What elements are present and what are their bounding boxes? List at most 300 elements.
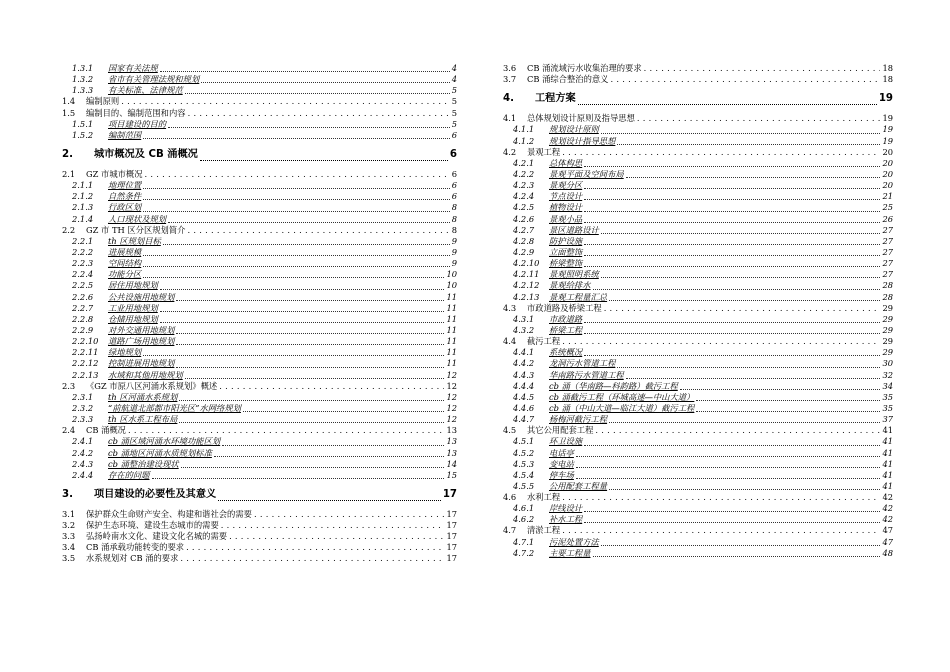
toc-dot-leader [584,222,880,223]
toc-entry-number: 4.4.7 [513,414,535,425]
toc-entry-page: 13 [446,447,457,458]
toc-entry[interactable] [62,414,457,425]
toc-entry-number: 4.7.1 [513,536,535,547]
toc-entry-title: 景观工程量汇总 [549,291,608,302]
toc-entry-title: th 区规划目标 [108,235,161,246]
toc-entry-title: 存在的问题 [108,469,150,480]
toc-entry-title: 立面整饰 [549,246,583,257]
toc-entry[interactable] [503,214,893,225]
toc-entry-title: cb 涌（华南路—科韵路）截污工程 [549,380,678,391]
toc-entry-page: 47 [882,525,893,536]
toc-entry-page: 26 [882,213,893,224]
toc-entry-page: 11 [446,347,457,358]
toc-entry-page: 41 [882,480,893,491]
toc-entry[interactable] [503,347,893,358]
toc-entry-title: 项目建设的目的 [108,118,167,129]
toc-dot-leader [168,127,450,128]
toc-right-column [503,63,893,559]
toc-entry-number: 4.5 [503,425,517,436]
toc-dot-leader [680,389,881,390]
toc-entry[interactable] [503,325,893,336]
toc-entry-title: 总体规划设计原则及指导思想 [527,113,635,124]
toc-entry-title: cb 涌整治建设现状 [108,458,179,469]
toc-entry-title: 变电站 [549,458,574,469]
toc-entry[interactable] [503,392,893,403]
toc-entry[interactable] [62,436,457,447]
toc-entry-title: cb 涌截污工程（环城高速—中山大道） [549,391,695,402]
toc-entry-number: 2.4 [62,425,76,436]
toc-entry-page: 20 [882,157,893,168]
toc-entry-number: 2.1.4 [72,213,94,224]
toc-entry-title: CB 涌综合整治的意义 [527,74,609,85]
toc-entry-number: 4.2.1 [513,157,535,168]
toc-entry[interactable] [62,292,457,303]
toc-entry-title: 弘扬岭南水文化、建设文化名城的需要 [86,531,228,542]
toc-entry-title: 华南路污水管道工程 [549,369,624,380]
toc-entry-number: 1.5.2 [72,129,94,140]
toc-entry-number: 2.1.2 [72,191,94,202]
toc-entry-number: 4.4.5 [513,391,535,402]
toc-entry-page: 29 [882,347,893,358]
toc-entry[interactable] [503,470,893,481]
toc-entry-page: 5 [451,85,457,96]
toc-entry[interactable] [62,314,457,325]
toc-entry-title: 龙洞污水管道工程 [549,358,616,369]
toc-entry[interactable] [62,130,457,141]
toc-entry-title: 规划设计原则 [549,124,599,135]
toc-entry-page: 6 [451,168,457,179]
toc-entry-title: CB 涌概况 [86,425,126,436]
toc-entry[interactable] [503,336,893,347]
toc-entry-page: 12 [446,391,457,402]
toc-entry[interactable] [503,136,893,147]
toc-entry-title: 省市有关管理法规和规划 [108,74,200,85]
toc-entry-title: 工业用地规划 [108,302,158,313]
toc-entry[interactable] [62,236,457,247]
toc-entry-page: 25 [882,202,893,213]
toc-entry-number: 4.6.1 [513,503,535,514]
toc-dot-leader [181,467,445,468]
toc-entry-number: 2.2.5 [72,280,94,291]
toc-entry-number: 3.1 [62,508,76,519]
toc-entry-title: 其它公用配套工程 [527,425,594,436]
toc-dot-leader [576,456,881,457]
toc-entry[interactable] [62,280,457,291]
toc-entry-page: 27 [882,258,893,269]
toc-entry-page: 5 [451,107,457,118]
toc-entry-page: 20 [882,146,893,157]
toc-dot-leader [186,542,444,553]
toc-entry[interactable] [62,180,457,191]
toc-entry[interactable] [503,492,893,503]
toc-entry[interactable] [62,448,457,459]
toc-dot-leader [176,367,444,368]
toc-dot-leader [180,553,444,564]
toc-entry-page: 17 [446,508,457,519]
toc-entry-title: 桥梁工程 [549,324,583,335]
toc-entry-number: 2.2.2 [72,246,94,257]
toc-dot-leader [562,492,880,503]
toc-entry-page: 19 [882,124,893,135]
toc-dot-leader [584,255,880,256]
toc-entry-number: 1.3.2 [72,74,94,85]
toc-entry[interactable] [503,113,893,124]
toc-entry-title: 水系规划对 CB 涌的要求 [86,553,179,564]
toc-entry-number: 2.2.9 [72,324,94,335]
toc-entry-number: 2.1.1 [72,180,94,191]
toc-entry[interactable] [62,303,457,314]
toc-entry-title: 绿地规划 [108,347,142,358]
toc-entry-number: 2.4.4 [72,469,94,480]
toc-entry-number: 4.2.2 [513,168,535,179]
toc-entry-page: 32 [882,369,893,380]
toc-dot-leader [584,511,880,512]
toc-entry-number: 2.1 [62,168,76,179]
toc-entry[interactable] [503,459,893,470]
toc-entry-number: 1.5.1 [72,118,94,129]
toc-entry-page: 8 [451,224,457,235]
toc-entry[interactable] [503,537,893,548]
toc-entry[interactable] [62,553,457,564]
toc-entry[interactable] [62,191,457,202]
toc-entry[interactable] [503,403,893,414]
toc-entry-number: 2.2.11 [72,347,99,358]
toc-entry[interactable] [62,325,457,336]
toc-entry[interactable] [62,85,457,96]
toc-entry[interactable] [62,392,457,403]
toc-entry[interactable] [503,280,893,291]
toc-entry[interactable] [503,314,893,325]
toc-entry[interactable] [62,74,457,85]
toc-entry-number: 4.3 [503,302,517,313]
toc-entry-number: 4.2.13 [513,291,540,302]
toc-entry-number: 4.4.4 [513,380,535,391]
toc-entry[interactable] [503,436,893,447]
toc-entry-number: 4.2.11 [513,269,540,280]
toc-dot-leader [601,545,881,546]
toc-entry[interactable] [503,236,893,247]
toc-entry-page: 41 [882,447,893,458]
toc-dot-leader [584,522,880,523]
toc-entry-page: 35 [882,391,893,402]
toc-entry-title: 项目建设的必要性及其意义 [94,488,217,500]
toc-entry-page: 29 [882,336,893,347]
toc-entry-page: 48 [882,547,893,558]
toc-entry-page: 30 [882,358,893,369]
toc-entry[interactable] [62,269,457,280]
toc-dot-leader [593,289,881,290]
toc-entry[interactable] [62,225,457,236]
toc-dot-leader [584,333,880,334]
toc-dot-leader [121,96,450,107]
toc-entry-title: 道路广场用地规划 [108,336,175,347]
toc-entry-page: 4 [451,74,457,85]
toc-entry-title: 补水工程 [549,514,583,525]
toc-dot-leader [601,233,881,234]
toc-entry[interactable] [62,146,457,163]
toc-entry-page: 14 [446,458,457,469]
toc-entry-title: 景观平面及空间布局 [549,168,624,179]
toc-entry-number: 1.4 [62,96,76,107]
toc-dot-leader [176,300,444,301]
toc-entry-page: 5 [451,118,457,129]
toc-entry-title: 景观分区 [549,180,583,191]
toc-entry-page: 41 [882,458,893,469]
toc-entry-number: 2.3.2 [72,402,94,413]
toc-entry[interactable] [503,448,893,459]
toc-entry-number: 2.2.1 [72,235,94,246]
toc-entry-title: 公共设施用地规划 [108,291,175,302]
toc-dot-leader [221,520,445,531]
toc-entry-title: 功能分区 [108,269,142,280]
toc-entry-number: 2. [62,148,73,160]
toc-entry-page: 27 [882,235,893,246]
toc-entry[interactable] [62,96,457,107]
toc-entry-title: 城市概况及 CB 涌概况 [94,148,198,160]
toc-entry[interactable] [62,542,457,553]
toc-entry-title: 编制范围 [108,129,142,140]
toc-entry[interactable] [503,370,893,381]
toc-entry-number: 3.6 [503,63,517,73]
toc-entry-number: 2.2.13 [72,369,99,380]
toc-entry[interactable] [62,470,457,481]
toc-dot-leader [584,244,880,245]
toc-entry[interactable] [503,481,893,492]
toc-entry-number: 2.3.3 [72,414,94,425]
toc-entry[interactable] [503,225,893,236]
toc-entry[interactable] [503,74,893,85]
toc-entry-page: 27 [882,269,893,280]
toc-entry[interactable] [62,403,457,414]
toc-entry[interactable] [62,247,457,258]
toc-entry-title: 规划设计指导思想 [549,135,616,146]
toc-entry[interactable] [62,486,457,503]
toc-entry[interactable] [62,258,457,269]
toc-entry-page: 4 [451,63,457,73]
toc-entry-page: 34 [882,380,893,391]
toc-entry-title: 市政道路 [549,313,583,324]
toc-entry-page: 9 [451,235,457,246]
toc-entry-number: 2.2 [62,224,76,235]
toc-entry-number: 2.2.12 [72,358,99,369]
toc-entry-title: CB 涌流域污水收集治理的要求 [527,63,642,73]
toc-entry-page: 13 [446,425,457,436]
toc-dot-leader [218,500,441,501]
toc-dot-leader [696,400,880,401]
toc-dot-leader [185,378,445,379]
toc-entry[interactable] [503,425,893,436]
toc-entry-title: 景观小品 [549,213,583,224]
toc-entry[interactable] [62,381,457,392]
toc-entry[interactable] [503,525,893,536]
toc-entry-number: 4.4.2 [513,358,535,369]
toc-entry-page: 17 [446,520,457,531]
toc-dot-leader [179,400,444,401]
toc-entry-title: 岸线设计 [549,503,583,514]
toc-entry[interactable] [62,425,457,436]
toc-entry-page: 9 [451,258,457,269]
toc-entry-number: 4.6 [503,492,517,503]
toc-dot-leader [229,531,444,542]
toc-entry-number: 3.7 [503,74,517,85]
toc-entry-page: 47 [882,536,893,547]
toc-entry-title: 对外交通用地规划 [108,324,175,335]
toc-entry[interactable] [503,191,893,202]
toc-dot-leader [584,199,880,200]
toc-entry-title: 截污工程 [527,336,561,347]
toc-entry[interactable] [503,269,893,280]
toc-entry-page: 6 [451,180,457,191]
toc-entry-number: 4.5.4 [513,469,535,480]
toc-entry-number: 2.2.8 [72,313,94,324]
toc-dot-leader [176,344,444,345]
toc-entry-title: 植物设计 [549,202,583,213]
toc-entry-number: 1.3.1 [72,63,94,73]
toc-entry-page: 6 [451,129,457,140]
toc-entry[interactable] [62,370,457,381]
toc-entry[interactable] [503,63,893,74]
toc-dot-leader [562,336,880,347]
toc-entry[interactable] [503,247,893,258]
toc-entry[interactable] [62,520,457,531]
toc-entry[interactable] [503,303,893,314]
toc-entry[interactable] [503,514,893,525]
toc-dot-leader [200,160,448,161]
toc-entry-number: 4.2.7 [513,224,535,235]
toc-entry-page: 17 [446,542,457,553]
toc-entry-page: 13 [446,436,457,447]
toc-entry[interactable] [503,180,893,191]
toc-entry[interactable] [503,414,893,425]
toc-entry[interactable] [62,531,457,542]
toc-entry-number: 4. [503,93,514,105]
toc-entry-title: 控制进展用地规划 [108,358,175,369]
toc-entry[interactable] [62,108,457,119]
toc-entry-page: 19 [882,135,893,146]
toc-entry-page: 42 [882,514,893,525]
toc-entry-page: 17 [446,553,457,564]
toc-dot-leader [584,211,880,212]
toc-dot-leader [584,166,880,167]
toc-dot-leader [145,169,450,180]
toc-entry-page: 12 [446,380,457,391]
toc-entry[interactable] [62,336,457,347]
toc-entry[interactable] [62,63,457,74]
toc-dot-leader [593,556,881,557]
toc-entry[interactable] [62,509,457,520]
toc-entry-title: 仓储用地规划 [108,313,158,324]
toc-entry-page: 28 [882,280,893,291]
toc-entry-title: 防护设施 [549,235,583,246]
toc-entry-title: 总体构思 [549,157,583,168]
toc-entry[interactable] [62,347,457,358]
toc-entry-number: 4.2.5 [513,202,535,213]
toc-dot-leader [168,222,450,223]
toc-entry[interactable] [503,147,893,158]
toc-dot-leader [214,456,445,457]
toc-entry-page: 19 [878,93,893,105]
toc-entry-number: 2.1.3 [72,202,94,213]
toc-entry-title: 有关标准、法律规范 [108,85,183,96]
toc-entry-number: 2.3 [62,380,76,391]
toc-entry-title: 编制原则 [86,96,120,107]
toc-entry[interactable] [62,459,457,470]
toc-entry-page: 5 [451,96,457,107]
toc-dot-leader [163,244,450,245]
toc-entry-page: 35 [882,402,893,413]
toc-entry-page: 8 [451,202,457,213]
toc-entry-number: 2.2.6 [72,291,94,302]
toc-entry-page: 17 [442,488,457,500]
toc-entry-number: 4.5.3 [513,458,535,469]
toc-entry-page: 11 [446,291,457,302]
toc-entry-title: 环卫设施 [549,436,583,447]
toc-entry[interactable] [62,169,457,180]
toc-dot-leader [222,445,444,446]
toc-entry[interactable] [62,119,457,130]
toc-dot-leader [584,188,880,189]
toc-entry-page: 12 [446,402,457,413]
toc-entry[interactable] [503,358,893,369]
toc-entry[interactable] [503,202,893,213]
toc-entry-number: 2.3.1 [72,391,94,402]
toc-entry-number: 4.5.5 [513,480,535,491]
toc-entry[interactable] [503,381,893,392]
toc-dot-leader [254,509,444,520]
toc-entry-page: 27 [882,246,893,257]
toc-entry[interactable] [503,158,893,169]
toc-entry-title: 节点设计 [549,191,583,202]
toc-entry-title: 水利工程 [527,492,561,503]
toc-dot-leader [143,188,450,189]
toc-entry-page: 15 [446,469,457,480]
toc-entry[interactable] [503,258,893,269]
toc-dot-leader [584,355,880,356]
toc-entry-title: 景观给排水 [549,280,591,291]
toc-entry-number: 2.2.10 [72,336,99,347]
toc-entry-title: 行政区划 [108,202,142,213]
toc-entry[interactable] [503,292,893,303]
toc-entry[interactable] [503,124,893,135]
toc-entry-page: 11 [446,358,457,369]
toc-dot-leader [160,289,445,290]
toc-dot-leader [584,266,880,267]
toc-entry-number: 2.2.7 [72,302,94,313]
toc-entry[interactable] [62,214,457,225]
toc-entry-page: 18 [882,74,893,85]
toc-dot-leader [188,108,450,119]
toc-entry-title: 编制目的、编制范围和内容 [86,107,186,118]
toc-dot-leader [143,211,450,212]
toc-entry-title: 居住用地规划 [108,280,158,291]
toc-entry[interactable] [503,90,893,107]
toc-entry-number: 4.4.1 [513,347,535,358]
toc-dot-leader [143,199,450,200]
toc-entry[interactable] [503,169,893,180]
toc-dot-leader [219,381,444,392]
toc-dot-leader [601,277,881,278]
toc-entry[interactable] [503,548,893,559]
toc-entry[interactable] [62,358,457,369]
toc-entry[interactable] [62,202,457,213]
toc-entry-page: 11 [446,302,457,313]
toc-entry[interactable] [503,503,893,514]
toc-dot-leader [604,303,881,314]
toc-left-column [62,63,457,565]
toc-dot-leader [609,300,880,301]
toc-entry-title: 景区道路设计 [549,224,599,235]
toc-entry-title: 公用配套工程量 [549,480,608,491]
